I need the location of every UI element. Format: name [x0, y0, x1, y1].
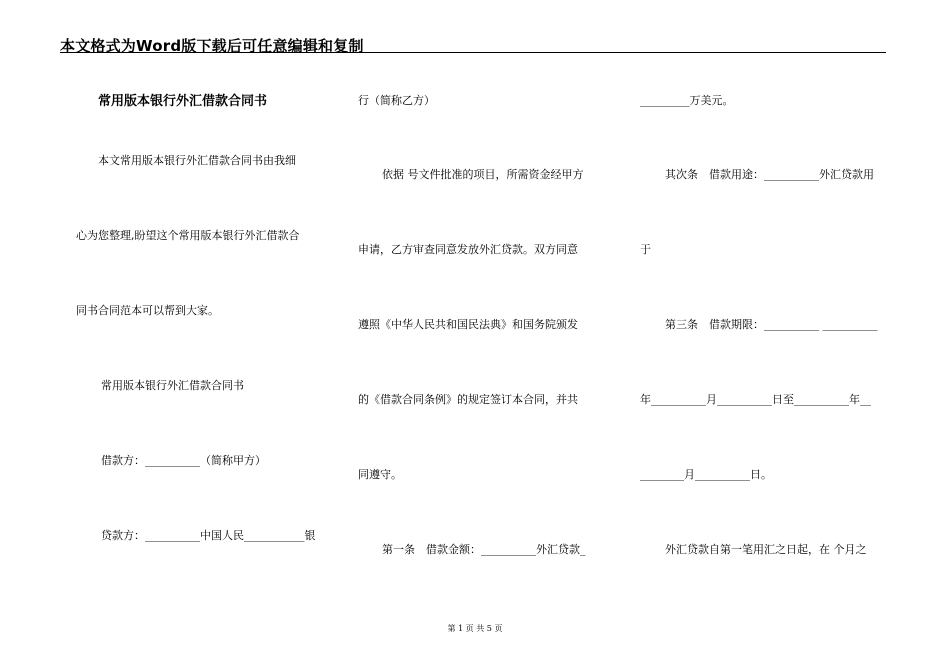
article-1-line: 第一条 借款金额：__________外汇贷款_: [382, 543, 586, 556]
text-line: ________月__________日。: [640, 468, 772, 481]
text-line: 遵照《中华人民共和国民法典》和国务院颁发: [358, 318, 578, 331]
document-banner: 本文格式为Word版下载后可任意编辑和复制: [60, 37, 364, 55]
text-line: 同书合同范本可以帮到大家。: [76, 304, 219, 317]
text-line: 本文常用版本银行外汇借款合同书由我细: [98, 154, 296, 167]
text-line: 的《借款合同条例》的规定签订本合同，并共: [358, 393, 578, 406]
text-line: 同遵守。: [358, 468, 402, 481]
text-line: _________万美元。: [640, 94, 734, 107]
text-line: 年__________月__________日至__________年__: [640, 393, 871, 406]
text-line: 心为您整理,盼望这个常用版本银行外汇借款合: [76, 229, 300, 242]
article-2-line: 其次条 借款用途：__________外汇贷款用: [665, 168, 874, 181]
article-3-line: 第三条 借款期限：__________ __________: [665, 318, 878, 331]
text-line: 依据 号文件批准的项目，所需资金经甲方: [382, 168, 584, 181]
borrower-line: 借款方：__________（简称甲方）: [101, 454, 266, 467]
text-line: 行（简称乙方）: [358, 94, 435, 107]
text-column-3: [640, 0, 888, 620]
text-line: 于: [640, 243, 651, 256]
page-number: 第 1 页 共 5 页: [447, 624, 503, 633]
text-line: 申请，乙方审查同意发放外汇贷款。双方同意: [358, 243, 578, 256]
text-column-1: [76, 0, 338, 620]
section-heading: 常用版本银行外汇借款合同书: [101, 379, 244, 392]
lender-line: 贷款方：__________中国人民___________银: [101, 529, 316, 542]
document-title: 常用版本银行外汇借款合同书: [98, 94, 268, 109]
text-column-2: [358, 0, 608, 620]
text-line: 外汇贷款自第一笔用汇之日起，在 个月之: [665, 543, 867, 556]
